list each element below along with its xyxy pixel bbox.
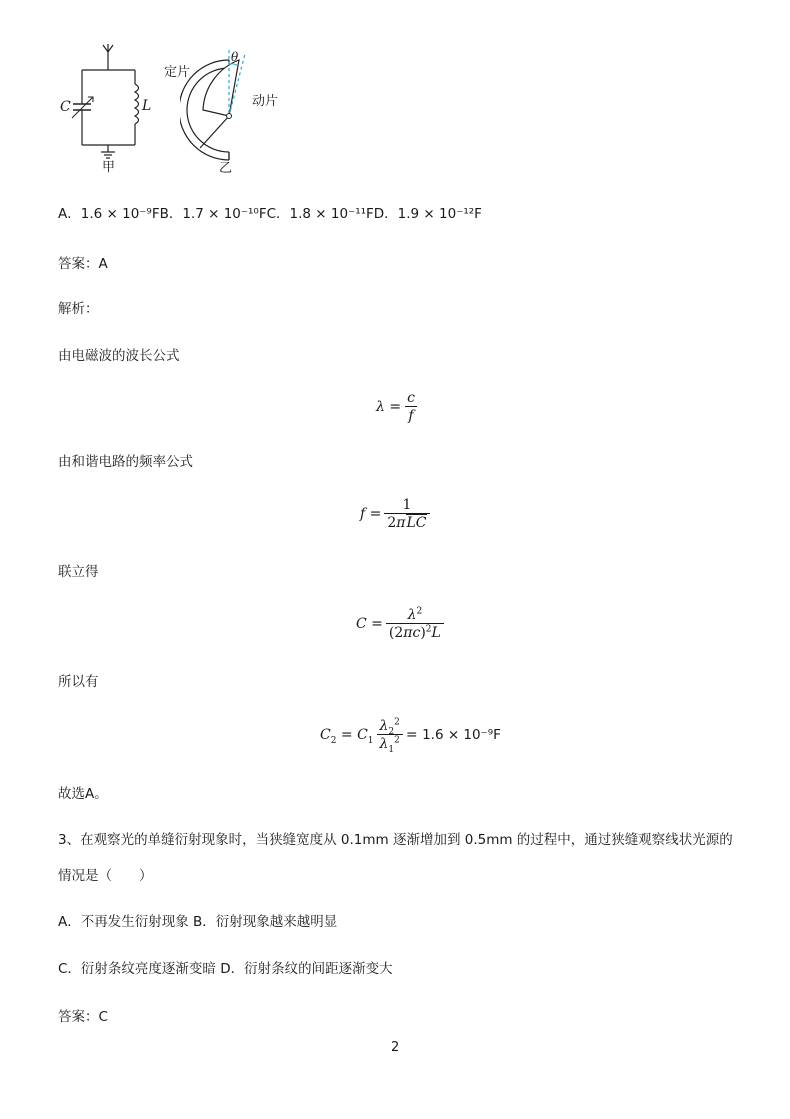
fixed-plate-label: 定片 — [164, 65, 191, 80]
q3-options-cd: C．衍射条纹亮度逐渐变暗 D．衍射条纹的间距逐渐变大 — [58, 961, 393, 977]
q2-step2: 由和谐电路的频率公式 — [58, 454, 193, 470]
q2-conclusion: 故选A。 — [58, 786, 108, 802]
q3-stem-line1: 3、在观察光的单缝衍射现象时，当狭缝宽度从 0.1mm 逐渐增加到 0.5mm 的过程中，通过狭缝观察线状光源的 — [58, 832, 733, 848]
result-formula: $C_2 = C_1$ $\frac{\lambda_2^2}{\lambda_1^2}$ = 1.6 × 10⁻⁹F — [320, 717, 501, 755]
figure-yi-caption: 乙 — [219, 161, 233, 176]
frequency-formula: f = $\frac{1}{\text{2πLC}}$ — [360, 497, 433, 531]
inductor-label: L — [142, 98, 152, 114]
figure-jia-caption: 甲 — [102, 160, 116, 175]
q2-options: A．1.6 × 10⁻⁹FB．1.7 × 10⁻¹⁰FC．1.8 × 10⁻¹¹FD．1.9 × 10⁻¹²F — [58, 206, 482, 222]
capacitance-formula: C = $\frac{\lambda^2}{(2\pi c)^2L}$ — [356, 607, 447, 641]
q3-answer: 答案：C — [58, 1009, 108, 1025]
wavelength-formula: λ = $\frac{c}{f}$ — [376, 390, 415, 424]
q2-step3: 联立得 — [58, 564, 99, 580]
q2-step1: 由电磁波的波长公式 — [58, 348, 180, 364]
moving-plate-label: 动片 — [252, 94, 279, 109]
angle-label: θ — [231, 50, 239, 64]
result-value: 1.6 × 10⁻⁹F — [422, 727, 501, 743]
q2-answer: 答案：A — [58, 256, 108, 272]
q2-analysis-label: 解析： — [58, 301, 99, 317]
q2-step4: 所以有 — [58, 674, 99, 690]
page-number: 2 — [391, 1040, 400, 1055]
q3-options-ab: A．不再发生衍射现象 B．衍射现象越来越明显 — [58, 914, 338, 930]
capacitor-label: C — [60, 99, 71, 115]
q3-stem-line2: 情况是（ ） — [58, 868, 153, 884]
